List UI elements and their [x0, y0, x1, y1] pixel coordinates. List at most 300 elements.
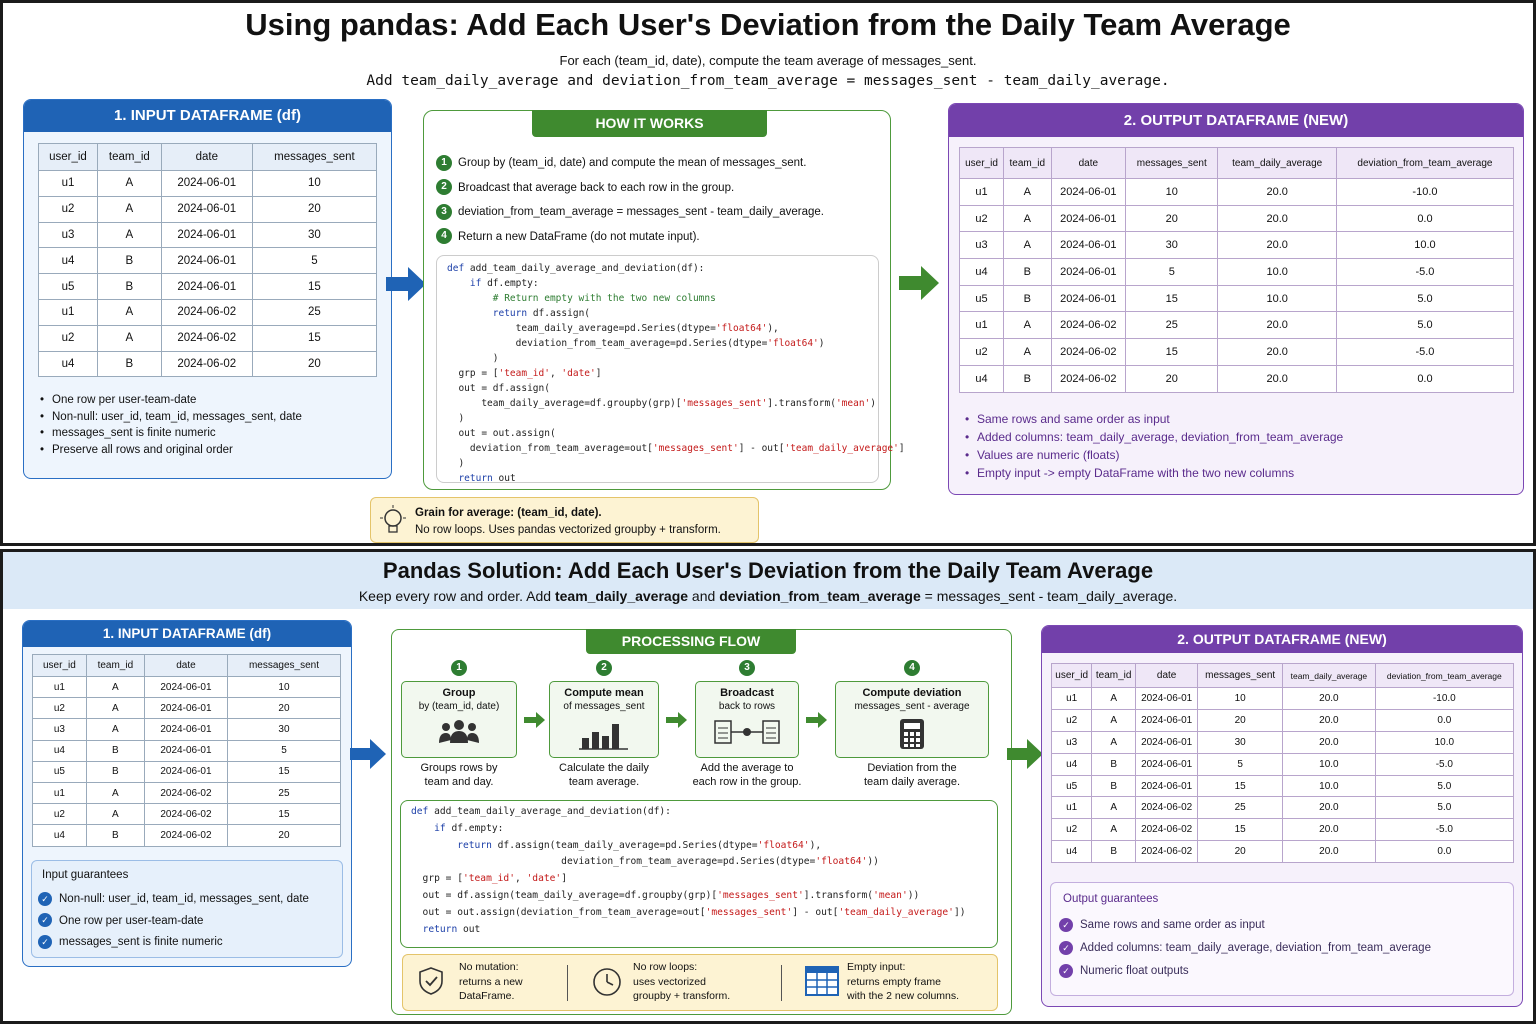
- table-cell: u3: [39, 222, 98, 248]
- note-item: • Empty input -> empty DataFrame with the two new columns: [963, 464, 1343, 482]
- table-cell: 20.0: [1283, 688, 1376, 710]
- table-row: [33, 782, 341, 803]
- table-cell: u2: [1052, 819, 1092, 841]
- code-block-bottom: def add_team_daily_average_and_deviation(df): if df.empty: return df.assign(team_daily_average=pd.Series(dtype='float64'), deviation_from_team_average=pd.Series(dtype='float64')) grp = ['team_id', 'date'] out = df.assign(team_daily_average=df.groupby(grp)['messages_sent'].transform('mean')) out = out.assign(deviation_from_team_average=out['messages_sent'] - out['team_daily_average']) return out: [400, 800, 998, 948]
- note-item: • Values are numeric (floats): [963, 446, 1343, 464]
- guarantee-text: Same rows and same order as input: [1080, 919, 1265, 931]
- table-cell: -5.0: [1336, 259, 1513, 286]
- how-step: [436, 176, 824, 201]
- table-cell: A: [1092, 731, 1136, 753]
- column-header: messages_sent: [252, 144, 376, 171]
- flow-step-caption: Groups rows by: [420, 762, 498, 774]
- output-dataframe-panel: [948, 103, 1524, 495]
- table-cell: 20.0: [1218, 205, 1336, 232]
- info-line: DataFrame.: [459, 990, 515, 1002]
- arrow-right-icon: [666, 712, 688, 733]
- flow-step-title: Broadcast: [720, 687, 774, 699]
- flow-step-subtitle: back to rows: [718, 701, 776, 712]
- table-cell: A: [97, 171, 161, 197]
- table-row: [33, 804, 341, 825]
- input-dataframe-panel: [23, 99, 392, 479]
- table-cell: 2024-06-01: [1051, 205, 1126, 232]
- table-row: [960, 365, 1514, 392]
- bottom-input-panel: [22, 620, 352, 967]
- table-cell: 15: [252, 274, 376, 300]
- note-item: • Same rows and same order as input: [963, 410, 1343, 428]
- table-cell: 2024-06-01: [161, 171, 252, 197]
- step-number-badge: 1: [436, 155, 452, 171]
- table-cell: u4: [1052, 753, 1092, 775]
- table-cell: A: [1003, 312, 1051, 339]
- input-header: 1. INPUT DATAFRAME (df): [24, 100, 391, 132]
- table-row: [960, 339, 1514, 366]
- table-cell: 10.0: [1375, 731, 1513, 753]
- column-header: deviation_from_team_average: [1375, 664, 1513, 688]
- table-cell: -10.0: [1375, 688, 1513, 710]
- table-row: [33, 677, 341, 698]
- flow-step-caption: team and day.: [424, 776, 494, 788]
- arrow-right-icon: [1007, 739, 1045, 769]
- table-cell: 15: [227, 804, 340, 825]
- info-line: Empty input:: [847, 961, 906, 973]
- bottom-title: Pandas Solution: Add Each User's Deviation from the Daily Team Average: [382, 558, 1154, 583]
- guarantee-item: [1059, 960, 1431, 983]
- table-cell: 20.0: [1283, 819, 1376, 841]
- table-cell: 20: [227, 698, 340, 719]
- table-cell: 2024-06-01: [161, 196, 252, 222]
- bottom-output-table: [1051, 663, 1514, 863]
- table-cell: 2024-06-02: [1136, 797, 1198, 819]
- info-line: returns a new: [459, 975, 523, 988]
- table-row: [39, 196, 377, 222]
- table-row: [39, 248, 377, 274]
- guarantee-text: Added columns: team_daily_average, deviation_from_team_average: [1080, 942, 1431, 954]
- table-cell: u2: [1052, 709, 1092, 731]
- tip-line-2: No row loops. Uses pandas vectorized groupby + transform.: [415, 524, 721, 536]
- table-cell: 15: [1126, 339, 1218, 366]
- table-cell: 10.0: [1336, 232, 1513, 259]
- table-cell: B: [86, 740, 144, 761]
- table-cell: u1: [960, 179, 1004, 206]
- flow-step-subtitle: of messages_sent: [563, 701, 645, 712]
- table-cell: u1: [33, 677, 87, 698]
- subtitle-2: Add team_daily_average and deviation_from_team_average = messages_sent - team_daily_average.: [366, 73, 1170, 89]
- note-item: • Non-null: user_id, team_id, messages_sent, date: [38, 409, 302, 426]
- flow-step-caption: Add the average to: [700, 762, 794, 774]
- table-cell: 2024-06-01: [144, 698, 227, 719]
- table-cell: 2024-06-01: [1051, 179, 1126, 206]
- how-steps-list: [436, 151, 824, 249]
- table-row: [1052, 709, 1514, 731]
- table-cell: 2024-06-01: [144, 761, 227, 782]
- input-notes: [38, 392, 302, 458]
- table-row: [960, 259, 1514, 286]
- table-cell: -5.0: [1375, 819, 1513, 841]
- table-cell: u5: [1052, 775, 1092, 797]
- table-cell: 20: [1126, 365, 1218, 392]
- table-cell: A: [86, 719, 144, 740]
- table-cell: 20: [1126, 205, 1218, 232]
- table-cell: 2024-06-01: [144, 677, 227, 698]
- table-cell: B: [1092, 753, 1136, 775]
- flow-step-1: [401, 681, 517, 758]
- guarantee-item: [38, 889, 309, 911]
- column-header: user_id: [960, 148, 1004, 179]
- table-cell: 10: [1126, 179, 1218, 206]
- arrow-right-icon: [806, 712, 828, 733]
- table-cell: 2024-06-02: [1136, 841, 1198, 863]
- how-step: [436, 200, 824, 225]
- flow-step-caption: team daily average.: [864, 776, 960, 788]
- step-text: Broadcast that average back to each row in the group.: [458, 181, 735, 194]
- guarantee-item: [38, 932, 309, 954]
- guarantee-item: [1059, 914, 1431, 937]
- table-cell: u1: [33, 782, 87, 803]
- table-cell: 20.0: [1283, 797, 1376, 819]
- table-cell: 25: [1198, 797, 1283, 819]
- table-cell: 20.0: [1218, 312, 1336, 339]
- flow-step-title: Compute deviation: [862, 687, 962, 699]
- column-header: team_daily_average: [1283, 664, 1376, 688]
- table-cell: 2024-06-02: [161, 299, 252, 325]
- table-cell: B: [1003, 365, 1051, 392]
- table-cell: 2024-06-01: [144, 719, 227, 740]
- table-cell: A: [86, 804, 144, 825]
- table-cell: 20.0: [1283, 731, 1376, 753]
- arrow-right-icon: [899, 266, 941, 300]
- step-number-badge: 3: [739, 660, 755, 676]
- table-cell: 10.0: [1218, 259, 1336, 286]
- table-cell: 0.0: [1375, 709, 1513, 731]
- table-row: [33, 719, 341, 740]
- table-cell: 15: [1198, 819, 1283, 841]
- step-number-badge: 1: [451, 660, 467, 676]
- column-header: messages_sent: [1198, 664, 1283, 688]
- table-cell: 2024-06-01: [161, 274, 252, 300]
- table-cell: 2024-06-01: [1051, 259, 1126, 286]
- output-header: 2. OUTPUT DATAFRAME (NEW): [949, 104, 1523, 137]
- lightbulb-icon: [378, 505, 408, 537]
- table-cell: 2024-06-01: [1136, 688, 1198, 710]
- table-cell: 25: [227, 782, 340, 803]
- table-cell: A: [1092, 709, 1136, 731]
- table-cell: 20: [1198, 841, 1283, 863]
- table-cell: 5.0: [1375, 797, 1513, 819]
- step-number-badge: 3: [436, 204, 452, 220]
- table-cell: 20: [227, 825, 340, 846]
- output-guarantees-box: [1050, 882, 1514, 996]
- table-cell: A: [1092, 797, 1136, 819]
- how-step: [436, 151, 824, 176]
- table-row: [33, 761, 341, 782]
- table-cell: u1: [39, 171, 98, 197]
- table-row: [39, 222, 377, 248]
- table-cell: A: [97, 222, 161, 248]
- table-cell: 20: [252, 196, 376, 222]
- check-circle-icon: ✓: [38, 935, 52, 949]
- table-cell: 30: [1126, 232, 1218, 259]
- table-cell: u4: [33, 825, 87, 846]
- table-cell: B: [86, 825, 144, 846]
- table-cell: 2024-06-02: [1136, 819, 1198, 841]
- table-cell: u4: [960, 365, 1004, 392]
- table-cell: 5.0: [1336, 285, 1513, 312]
- arrow-right-icon: [386, 267, 428, 301]
- table-cell: 20.0: [1283, 841, 1376, 863]
- table-header-row: [39, 144, 377, 171]
- guarantee-text: Non-null: user_id, team_id, messages_sent, date: [59, 893, 309, 905]
- step-number-badge: 4: [904, 660, 920, 676]
- divider: [567, 965, 568, 1001]
- guarantee-item: [38, 911, 309, 933]
- table-row: [33, 740, 341, 761]
- table-row: [960, 232, 1514, 259]
- how-it-works-panel: [423, 110, 905, 490]
- flow-step-caption: team average.: [568, 776, 640, 788]
- info-line: returns empty frame: [847, 975, 941, 988]
- note-item: • messages_sent is finite numeric: [38, 425, 302, 442]
- divider: [781, 965, 782, 1001]
- check-circle-icon: ✓: [38, 913, 52, 927]
- table-cell: 20: [252, 351, 376, 377]
- table-cell: A: [1092, 688, 1136, 710]
- shield-icon: [417, 966, 445, 1001]
- note-item: • One row per user-team-date: [38, 392, 302, 409]
- table-row: [39, 351, 377, 377]
- table-cell: 5: [1126, 259, 1218, 286]
- column-header: team_id: [1003, 148, 1051, 179]
- table-cell: 2024-06-01: [1136, 775, 1198, 797]
- table-cell: A: [97, 196, 161, 222]
- table-cell: u1: [1052, 688, 1092, 710]
- guarantee-item: [1059, 937, 1431, 960]
- column-header: team_id: [1092, 664, 1136, 688]
- info-text: [459, 960, 523, 1004]
- table-cell: u2: [960, 205, 1004, 232]
- calculator-icon: [836, 718, 988, 755]
- code-block-top: def add_team_daily_average_and_deviation(df): if df.empty: # Return empty with the two new columns return df.assign( team_daily_average=pd.Series(dtype='float64'), deviation_from_team_average=pd.Series(dtype='float64') ) grp = ['team_id', 'date'] out = df.assign( team_daily_average=df.groupby(grp)['messages_sent'].transform('mean') ) out = out.assign( deviation_from_team_average=out['messages_sent'] - out['team_daily_average'] ) return out: [436, 255, 879, 483]
- output-table: [959, 147, 1514, 393]
- flow-step-caption: each row in the group.: [692, 776, 802, 788]
- info-line: uses vectorized: [633, 975, 706, 988]
- arrow-right-icon: [350, 739, 388, 769]
- arrow-right-icon: [524, 712, 546, 733]
- table-cell: A: [97, 325, 161, 351]
- bottom-output-header: 2. OUTPUT DATAFRAME (NEW): [1042, 626, 1522, 653]
- flow-step-3: [695, 681, 799, 758]
- table-row: [33, 825, 341, 846]
- table-cell: 2024-06-01: [161, 222, 252, 248]
- table-cell: 2024-06-01: [1051, 285, 1126, 312]
- table-cell: 2024-06-01: [1051, 232, 1126, 259]
- table-cell: 15: [252, 325, 376, 351]
- page-title: Using pandas: Add Each User's Deviation from the Daily Team Average: [245, 7, 1291, 42]
- table-cell: 2024-06-02: [144, 825, 227, 846]
- info-line: with the 2 new columns.: [847, 990, 960, 1002]
- flow-step-caption: Deviation from the: [867, 762, 957, 774]
- table-cell: B: [97, 248, 161, 274]
- table-row: [39, 274, 377, 300]
- table-cell: u2: [39, 196, 98, 222]
- info-line: No mutation:: [459, 961, 519, 973]
- input-guarantees-list: [38, 889, 309, 954]
- column-header: team_id: [86, 655, 144, 677]
- table-cell: 20.0: [1218, 339, 1336, 366]
- table-cell: -5.0: [1336, 339, 1513, 366]
- column-header: date: [144, 655, 227, 677]
- table-cell: B: [97, 274, 161, 300]
- table-cell: 10.0: [1283, 775, 1376, 797]
- table-cell: 20.0: [1218, 365, 1336, 392]
- table-row: [1052, 797, 1514, 819]
- table-cell: -5.0: [1375, 753, 1513, 775]
- flow-step-2: [549, 681, 659, 758]
- input-guarantees-title: Input guarantees: [42, 869, 129, 881]
- check-circle-icon: ✓: [38, 892, 52, 906]
- table-cell: u2: [39, 325, 98, 351]
- info-line: No row loops:: [633, 961, 698, 973]
- bottom-input-header: 1. INPUT DATAFRAME (df): [23, 621, 351, 647]
- step-number-badge: 2: [596, 660, 612, 676]
- table-cell: u4: [1052, 841, 1092, 863]
- column-header: date: [161, 144, 252, 171]
- column-header: user_id: [33, 655, 87, 677]
- flow-step-title: Compute mean: [564, 687, 644, 699]
- flow-step-subtitle: by (team_id, date): [418, 701, 500, 712]
- info-text: [633, 960, 730, 1004]
- table-cell: u1: [1052, 797, 1092, 819]
- table-cell: 2024-06-01: [1136, 709, 1198, 731]
- table-row: [960, 312, 1514, 339]
- flow-step-subtitle: messages_sent - average: [854, 701, 970, 712]
- table-cell: 0.0: [1336, 365, 1513, 392]
- column-header: deviation_from_team_average: [1336, 148, 1513, 179]
- table-cell: B: [1092, 775, 1136, 797]
- table-cell: 25: [1126, 312, 1218, 339]
- table-header-row: [1052, 664, 1514, 688]
- tip-line-1: Grain for average: (team_id, date).: [415, 507, 602, 519]
- table-cell: u3: [960, 232, 1004, 259]
- table-cell: A: [86, 677, 144, 698]
- how-it-works-header: HOW IT WORKS: [532, 110, 767, 137]
- flow-step-4: [835, 681, 989, 758]
- note-item: • Added columns: team_daily_average, deviation_from_team_average: [963, 428, 1343, 446]
- step-text: Return a new DataFrame (do not mutate input).: [458, 230, 700, 243]
- output-notes: [963, 410, 1343, 482]
- table-cell: 0.0: [1336, 205, 1513, 232]
- input-guarantees-box: [31, 860, 343, 958]
- bottom-input-table: [32, 654, 341, 847]
- bottom-output-panel: [1041, 625, 1523, 1007]
- table-cell: 5: [1198, 753, 1283, 775]
- column-header: user_id: [1052, 664, 1092, 688]
- table-cell: B: [86, 761, 144, 782]
- table-cell: A: [97, 299, 161, 325]
- check-circle-icon: ✓: [1059, 941, 1073, 955]
- table-cell: A: [86, 782, 144, 803]
- table-cell: u4: [39, 248, 98, 274]
- column-header: messages_sent: [227, 655, 340, 677]
- flow-step-title: Group: [442, 687, 476, 699]
- table-row: [1052, 688, 1514, 710]
- table-cell: 10.0: [1218, 285, 1336, 312]
- table-cell: u1: [960, 312, 1004, 339]
- table-cell: 5.0: [1336, 312, 1513, 339]
- table-cell: 2024-06-01: [1136, 753, 1198, 775]
- table-cell: 2024-06-02: [144, 782, 227, 803]
- info-strip: [402, 954, 998, 1011]
- table-cell: 2024-06-02: [161, 351, 252, 377]
- table-cell: 15: [1198, 775, 1283, 797]
- table-row: [960, 205, 1514, 232]
- table-row: [33, 698, 341, 719]
- tip-callout: [370, 497, 759, 543]
- check-circle-icon: ✓: [1059, 964, 1073, 978]
- guarantee-text: Numeric float outputs: [1080, 965, 1189, 977]
- table-cell: A: [1003, 232, 1051, 259]
- table-cell: u5: [39, 274, 98, 300]
- table-row: [1052, 775, 1514, 797]
- table-cell: A: [1092, 819, 1136, 841]
- table-cell: A: [1003, 179, 1051, 206]
- table-cell: 2024-06-02: [161, 325, 252, 351]
- how-step: [436, 225, 824, 250]
- table-cell: 20.0: [1283, 709, 1376, 731]
- people-icon: [402, 718, 516, 749]
- check-circle-icon: ✓: [1059, 918, 1073, 932]
- table-cell: u2: [33, 804, 87, 825]
- broadcast-icon: [696, 718, 798, 751]
- step-number-badge: 4: [436, 228, 452, 244]
- table-row: [1052, 841, 1514, 863]
- table-cell: 20.0: [1218, 232, 1336, 259]
- table-cell: A: [1003, 205, 1051, 232]
- table-row: [39, 171, 377, 197]
- bottom-subtitle: Keep every row and order. Add team_daily_average and deviation_from_team_average = messages_sent - team_daily_average.: [358, 588, 1178, 604]
- table-cell: 30: [252, 222, 376, 248]
- table-cell: B: [97, 351, 161, 377]
- table-cell: B: [1003, 285, 1051, 312]
- table-row: [1052, 753, 1514, 775]
- step-text: deviation_from_team_average = messages_sent - team_daily_average.: [458, 206, 824, 218]
- table-cell: 15: [1126, 285, 1218, 312]
- table-cell: 25: [252, 299, 376, 325]
- table-row: [960, 179, 1514, 206]
- table-row: [960, 285, 1514, 312]
- table-row: [1052, 731, 1514, 753]
- processing-flow-panel: [391, 629, 1012, 1015]
- table-cell: u3: [1052, 731, 1092, 753]
- table-icon: [805, 966, 839, 1001]
- column-header: user_id: [39, 144, 98, 171]
- table-cell: u4: [960, 259, 1004, 286]
- table-cell: 2024-06-02: [1051, 365, 1126, 392]
- table-cell: u4: [39, 351, 98, 377]
- output-guarantees-title: Output guarantees: [1063, 893, 1159, 905]
- table-cell: u2: [33, 698, 87, 719]
- table-cell: u1: [39, 299, 98, 325]
- table-cell: 2024-06-01: [161, 248, 252, 274]
- clock-icon: [591, 966, 623, 1003]
- table-cell: 15: [227, 761, 340, 782]
- table-cell: 2024-06-01: [1136, 731, 1198, 753]
- table-cell: u5: [960, 285, 1004, 312]
- table-header-row: [960, 148, 1514, 179]
- flow-step-caption: Calculate the daily: [559, 762, 649, 774]
- table-cell: A: [1003, 339, 1051, 366]
- column-header: team_id: [97, 144, 161, 171]
- column-header: date: [1051, 148, 1126, 179]
